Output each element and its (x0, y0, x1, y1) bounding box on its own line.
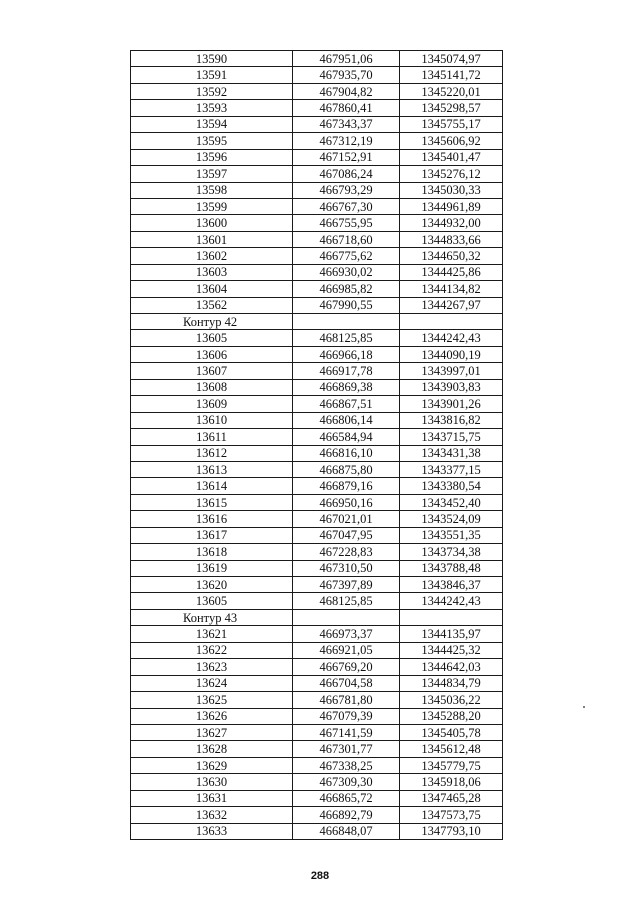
x-coordinate-cell: 466767,30 (293, 198, 400, 214)
x-coordinate-cell: 467343,37 (293, 116, 400, 132)
x-coordinate-cell: 466930,02 (293, 264, 400, 280)
x-coordinate-cell: 467935,70 (293, 67, 400, 83)
table-row (131, 330, 503, 346)
table-row (131, 659, 503, 675)
contour-empty-x (293, 314, 400, 330)
x-coordinate-cell: 466917,78 (293, 363, 400, 379)
x-coordinate-cell: 466718,60 (293, 231, 400, 247)
x-coordinate-cell: 466869,38 (293, 379, 400, 395)
x-coordinate-cell: 466704,58 (293, 675, 400, 691)
point-number-cell: 13630 (131, 774, 293, 790)
table-row (131, 642, 503, 658)
y-coordinate-cell: 1345405,78 (400, 724, 503, 740)
point-number-cell: 13605 (131, 330, 293, 346)
table-row (131, 379, 503, 395)
table-row (131, 231, 503, 247)
point-number-cell: 13597 (131, 166, 293, 182)
y-coordinate-cell: 1345298,57 (400, 100, 503, 116)
y-coordinate-cell: 1344932,00 (400, 215, 503, 231)
x-coordinate-cell: 467309,30 (293, 774, 400, 790)
point-number-cell: 13614 (131, 478, 293, 494)
y-coordinate-cell: 1344642,03 (400, 659, 503, 675)
point-number-cell: 13618 (131, 544, 293, 560)
table-row (131, 544, 503, 560)
table-row (131, 198, 503, 214)
table-row (131, 478, 503, 494)
y-coordinate-cell: 1343816,82 (400, 412, 503, 428)
x-coordinate-cell: 467141,59 (293, 724, 400, 740)
x-coordinate-cell: 466848,07 (293, 823, 400, 839)
y-coordinate-cell: 1345779,75 (400, 757, 503, 773)
table-row (131, 248, 503, 264)
table-row (131, 774, 503, 790)
table-row (131, 83, 503, 99)
x-coordinate-cell: 467338,25 (293, 757, 400, 773)
y-coordinate-cell: 1343431,38 (400, 445, 503, 461)
table-row (131, 560, 503, 576)
x-coordinate-cell: 466950,16 (293, 494, 400, 510)
x-coordinate-cell: 466865,72 (293, 790, 400, 806)
table-row (131, 494, 503, 510)
contour-header-row (131, 609, 503, 625)
table-row (131, 346, 503, 362)
contour-label: Контур 43 (131, 609, 293, 625)
x-coordinate-cell: 467310,50 (293, 560, 400, 576)
table-row (131, 281, 503, 297)
table-row (131, 363, 503, 379)
point-number-cell: 13611 (131, 429, 293, 445)
point-number-cell: 13602 (131, 248, 293, 264)
table-row (131, 741, 503, 757)
y-coordinate-cell: 1344961,89 (400, 198, 503, 214)
table-row (131, 807, 503, 823)
table-row (131, 116, 503, 132)
table-row (131, 215, 503, 231)
table-row (131, 527, 503, 543)
y-coordinate-cell: 1345030,33 (400, 182, 503, 198)
y-coordinate-cell: 1343846,37 (400, 577, 503, 593)
y-coordinate-cell: 1347465,28 (400, 790, 503, 806)
y-coordinate-cell: 1344242,43 (400, 330, 503, 346)
x-coordinate-cell: 467228,83 (293, 544, 400, 560)
y-coordinate-cell: 1345220,01 (400, 83, 503, 99)
y-coordinate-cell: 1344833,66 (400, 231, 503, 247)
y-coordinate-cell: 1345141,72 (400, 67, 503, 83)
y-coordinate-cell: 1344425,32 (400, 642, 503, 658)
point-number-cell: 13605 (131, 593, 293, 609)
y-coordinate-cell: 1344242,43 (400, 593, 503, 609)
y-coordinate-cell: 1345606,92 (400, 133, 503, 149)
x-coordinate-cell: 468125,85 (293, 593, 400, 609)
y-coordinate-cell: 1344650,32 (400, 248, 503, 264)
table-row (131, 133, 503, 149)
y-coordinate-cell: 1345036,22 (400, 692, 503, 708)
table-row (131, 577, 503, 593)
point-number-cell: 13591 (131, 67, 293, 83)
point-number-cell: 13631 (131, 790, 293, 806)
y-coordinate-cell: 1345918,06 (400, 774, 503, 790)
y-coordinate-cell: 1347573,75 (400, 807, 503, 823)
table-row (131, 445, 503, 461)
x-coordinate-cell: 467152,91 (293, 149, 400, 165)
point-number-cell: 13603 (131, 264, 293, 280)
y-coordinate-cell: 1347793,10 (400, 823, 503, 839)
point-number-cell: 13626 (131, 708, 293, 724)
x-coordinate-cell: 467312,19 (293, 133, 400, 149)
x-coordinate-cell: 467086,24 (293, 166, 400, 182)
table-row (131, 264, 503, 280)
point-number-cell: 13608 (131, 379, 293, 395)
table-row (131, 67, 503, 83)
point-number-cell: 13610 (131, 412, 293, 428)
x-coordinate-cell: 466892,79 (293, 807, 400, 823)
y-coordinate-cell: 1343715,75 (400, 429, 503, 445)
coordinates-table-body (131, 51, 503, 840)
x-coordinate-cell: 466966,18 (293, 346, 400, 362)
point-number-cell: 13596 (131, 149, 293, 165)
x-coordinate-cell: 466816,10 (293, 445, 400, 461)
point-number-cell: 13624 (131, 675, 293, 691)
y-coordinate-cell: 1343524,09 (400, 511, 503, 527)
page-number: 288 (310, 870, 330, 882)
x-coordinate-cell: 466775,62 (293, 248, 400, 264)
point-number-cell: 13606 (131, 346, 293, 362)
point-number-cell: 13604 (131, 281, 293, 297)
point-number-cell: 13629 (131, 757, 293, 773)
table-row (131, 429, 503, 445)
point-number-cell: 13617 (131, 527, 293, 543)
table-row (131, 51, 503, 67)
y-coordinate-cell: 1343452,40 (400, 494, 503, 510)
point-number-cell: 13615 (131, 494, 293, 510)
point-number-cell: 13612 (131, 445, 293, 461)
table-row (131, 297, 503, 313)
point-number-cell: 13616 (131, 511, 293, 527)
y-coordinate-cell: 1344135,97 (400, 626, 503, 642)
x-coordinate-cell: 466921,05 (293, 642, 400, 658)
point-number-cell: 13593 (131, 100, 293, 116)
point-number-cell: 13590 (131, 51, 293, 67)
point-number-cell: 13599 (131, 198, 293, 214)
x-coordinate-cell: 466769,20 (293, 659, 400, 675)
point-number-cell: 13633 (131, 823, 293, 839)
table-row (131, 396, 503, 412)
table-row (131, 692, 503, 708)
point-number-cell: 13625 (131, 692, 293, 708)
point-number-cell: 13621 (131, 626, 293, 642)
x-coordinate-cell: 468125,85 (293, 330, 400, 346)
table-row (131, 823, 503, 839)
scan-speck (583, 706, 585, 708)
point-number-cell: 13595 (131, 133, 293, 149)
x-coordinate-cell: 466879,16 (293, 478, 400, 494)
x-coordinate-cell: 466806,14 (293, 412, 400, 428)
y-coordinate-cell: 1343997,01 (400, 363, 503, 379)
x-coordinate-cell: 467021,01 (293, 511, 400, 527)
x-coordinate-cell: 466584,94 (293, 429, 400, 445)
y-coordinate-cell: 1345612,48 (400, 741, 503, 757)
x-coordinate-cell: 467860,41 (293, 100, 400, 116)
x-coordinate-cell: 467397,89 (293, 577, 400, 593)
y-coordinate-cell: 1344425,86 (400, 264, 503, 280)
table-row (131, 100, 503, 116)
x-coordinate-cell: 466781,80 (293, 692, 400, 708)
table-row (131, 626, 503, 642)
point-number-cell: 13598 (131, 182, 293, 198)
x-coordinate-cell: 466875,80 (293, 461, 400, 477)
y-coordinate-cell: 1345074,97 (400, 51, 503, 67)
point-number-cell: 13607 (131, 363, 293, 379)
x-coordinate-cell: 466755,95 (293, 215, 400, 231)
point-number-cell: 13628 (131, 741, 293, 757)
point-number-cell: 13562 (131, 297, 293, 313)
table-row (131, 724, 503, 740)
point-number-cell: 13632 (131, 807, 293, 823)
y-coordinate-cell: 1343903,83 (400, 379, 503, 395)
table-row (131, 412, 503, 428)
table-row (131, 511, 503, 527)
y-coordinate-cell: 1345401,47 (400, 149, 503, 165)
x-coordinate-cell: 467904,82 (293, 83, 400, 99)
y-coordinate-cell: 1343551,35 (400, 527, 503, 543)
y-coordinate-cell: 1343788,48 (400, 560, 503, 576)
coordinates-table (130, 50, 503, 840)
point-number-cell: 13620 (131, 577, 293, 593)
y-coordinate-cell: 1344834,79 (400, 675, 503, 691)
x-coordinate-cell: 467951,06 (293, 51, 400, 67)
table-row (131, 675, 503, 691)
point-number-cell: 13623 (131, 659, 293, 675)
y-coordinate-cell: 1344090,19 (400, 346, 503, 362)
table-row (131, 166, 503, 182)
point-number-cell: 13594 (131, 116, 293, 132)
point-number-cell: 13613 (131, 461, 293, 477)
table-row (131, 149, 503, 165)
point-number-cell: 13619 (131, 560, 293, 576)
contour-empty-y (400, 609, 503, 625)
table-row (131, 708, 503, 724)
x-coordinate-cell: 467047,95 (293, 527, 400, 543)
contour-empty-x (293, 609, 400, 625)
contour-empty-y (400, 314, 503, 330)
contour-header-row (131, 314, 503, 330)
y-coordinate-cell: 1343901,26 (400, 396, 503, 412)
x-coordinate-cell: 467990,55 (293, 297, 400, 313)
y-coordinate-cell: 1343380,54 (400, 478, 503, 494)
point-number-cell: 13622 (131, 642, 293, 658)
y-coordinate-cell: 1343377,15 (400, 461, 503, 477)
y-coordinate-cell: 1344134,82 (400, 281, 503, 297)
y-coordinate-cell: 1345755,17 (400, 116, 503, 132)
table-row (131, 757, 503, 773)
x-coordinate-cell: 467301,77 (293, 741, 400, 757)
table-row (131, 790, 503, 806)
y-coordinate-cell: 1345288,20 (400, 708, 503, 724)
table-row (131, 461, 503, 477)
x-coordinate-cell: 466985,82 (293, 281, 400, 297)
point-number-cell: 13600 (131, 215, 293, 231)
point-number-cell: 13592 (131, 83, 293, 99)
point-number-cell: 13627 (131, 724, 293, 740)
x-coordinate-cell: 467079,39 (293, 708, 400, 724)
y-coordinate-cell: 1345276,12 (400, 166, 503, 182)
x-coordinate-cell: 466867,51 (293, 396, 400, 412)
point-number-cell: 13601 (131, 231, 293, 247)
table-row (131, 593, 503, 609)
y-coordinate-cell: 1343734,38 (400, 544, 503, 560)
table-row (131, 182, 503, 198)
x-coordinate-cell: 466973,37 (293, 626, 400, 642)
contour-label: Контур 42 (131, 314, 293, 330)
point-number-cell: 13609 (131, 396, 293, 412)
y-coordinate-cell: 1344267,97 (400, 297, 503, 313)
x-coordinate-cell: 466793,29 (293, 182, 400, 198)
